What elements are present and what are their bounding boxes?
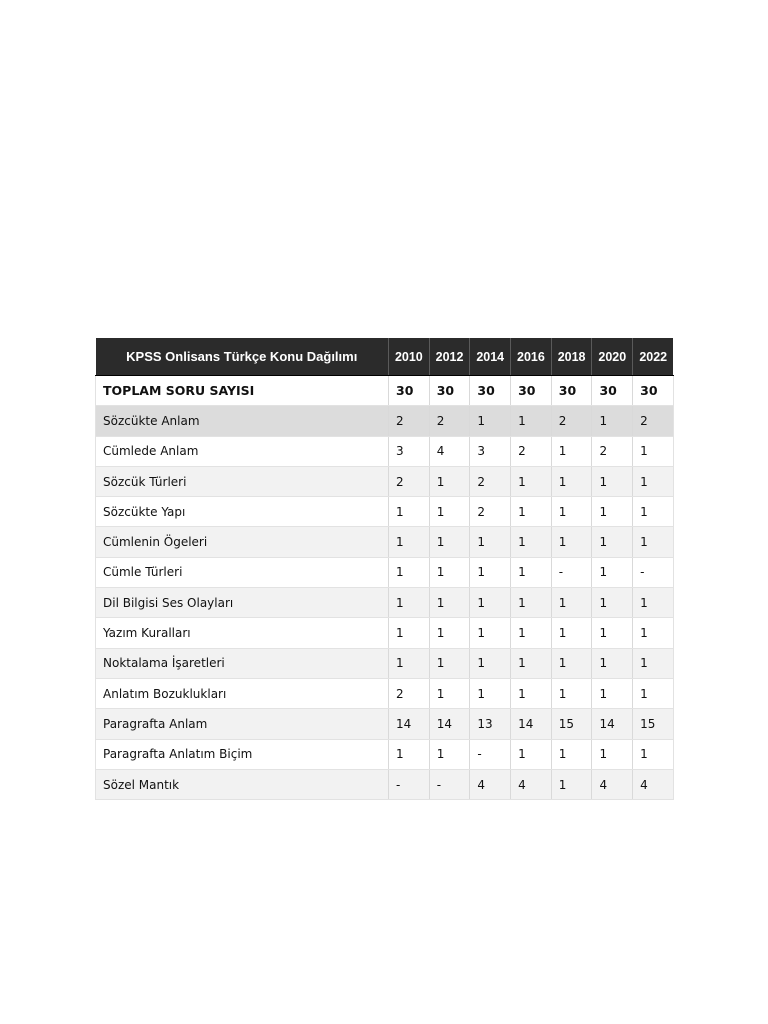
count-cell: 1 [389,648,430,678]
topic-cell: Sözcükte Anlam [96,406,389,436]
count-cell: 1 [429,618,470,648]
count-cell: 1 [511,557,552,587]
table-row [96,648,674,678]
total-label: TOPLAM SORU SAYISI [96,376,389,406]
count-cell: 1 [592,406,633,436]
count-cell: 2 [389,678,430,708]
count-cell: 1 [389,497,430,527]
count-cell: - [389,769,430,799]
topic-cell: Paragrafta Anlam [96,709,389,739]
year-header: 2012 [429,338,470,376]
count-cell: 1 [633,466,674,496]
year-header: 2020 [592,338,633,376]
count-cell: 4 [470,769,511,799]
table-row [96,406,674,436]
count-cell: 1 [511,497,552,527]
count-cell: 1 [429,739,470,769]
table-row [96,436,674,466]
total-cell: 30 [389,376,430,406]
count-cell: 1 [592,648,633,678]
count-cell: 1 [633,739,674,769]
count-cell: 2 [389,466,430,496]
count-cell: 1 [551,739,592,769]
count-cell: 1 [592,466,633,496]
count-cell: 1 [551,588,592,618]
count-cell: 1 [511,466,552,496]
year-header: 2010 [389,338,430,376]
table-row [96,709,674,739]
count-cell: 1 [511,618,552,648]
count-cell: 1 [592,557,633,587]
topic-cell: Sözcükte Yapı [96,497,389,527]
total-cell: 30 [633,376,674,406]
topic-distribution-table [95,338,674,800]
count-cell: 1 [633,527,674,557]
count-cell: 1 [551,678,592,708]
count-cell: 1 [470,618,511,648]
topic-cell: Noktalama İşaretleri [96,648,389,678]
count-cell: 14 [389,709,430,739]
year-header: 2018 [551,338,592,376]
topic-cell: Cümlenin Ögeleri [96,527,389,557]
count-cell: 4 [429,436,470,466]
count-cell: 1 [389,527,430,557]
table-title: KPSS Onlisans Türkçe Konu Dağılımı [96,338,389,376]
total-cell: 30 [511,376,552,406]
table-row [96,678,674,708]
count-cell: 2 [470,497,511,527]
count-cell: 1 [429,648,470,678]
count-cell: 1 [551,527,592,557]
count-cell: 1 [389,739,430,769]
count-cell: - [551,557,592,587]
count-cell: 1 [633,648,674,678]
count-cell: 1 [429,497,470,527]
count-cell: - [470,739,511,769]
count-cell: 1 [633,588,674,618]
year-header: 2014 [470,338,511,376]
count-cell: 1 [592,588,633,618]
count-cell: 14 [429,709,470,739]
table-row [96,588,674,618]
count-cell: 1 [551,436,592,466]
count-cell: 1 [633,497,674,527]
count-cell: 1 [592,678,633,708]
topic-cell: Sözel Mantık [96,769,389,799]
count-cell: 1 [551,769,592,799]
count-cell: 1 [389,588,430,618]
table-row [96,527,674,557]
count-cell: 1 [592,618,633,648]
count-cell: 14 [511,709,552,739]
total-row [96,376,674,406]
count-cell: 1 [429,527,470,557]
total-cell: 30 [551,376,592,406]
count-cell: 1 [470,557,511,587]
topic-cell: Cümlede Anlam [96,436,389,466]
topic-cell: Anlatım Bozuklukları [96,678,389,708]
table-row [96,557,674,587]
count-cell: 1 [511,527,552,557]
count-cell: 14 [592,709,633,739]
topic-cell: Cümle Türleri [96,557,389,587]
year-header: 2022 [633,338,674,376]
count-cell: 1 [429,588,470,618]
count-cell: 1 [511,648,552,678]
count-cell: 2 [470,466,511,496]
table-row [96,497,674,527]
count-cell: 2 [592,436,633,466]
count-cell: 1 [389,557,430,587]
count-cell: 1 [429,557,470,587]
count-cell: 3 [389,436,430,466]
count-cell: 13 [470,709,511,739]
table-row [96,739,674,769]
table-row [96,618,674,648]
count-cell: 2 [429,406,470,436]
count-cell: 4 [633,769,674,799]
topic-cell: Yazım Kuralları [96,618,389,648]
count-cell: 1 [511,588,552,618]
count-cell: 1 [551,648,592,678]
count-cell: 2 [551,406,592,436]
count-cell: 1 [389,618,430,648]
count-cell: 2 [633,406,674,436]
count-cell: 1 [551,497,592,527]
table-header-row [96,338,674,376]
count-cell: - [633,557,674,587]
count-cell: 1 [551,618,592,648]
count-cell: 2 [389,406,430,436]
count-cell: 1 [551,466,592,496]
count-cell: 1 [470,588,511,618]
count-cell: 4 [511,769,552,799]
count-cell: 1 [511,406,552,436]
count-cell: 15 [551,709,592,739]
count-cell: 1 [511,739,552,769]
count-cell: 1 [592,497,633,527]
topic-cell: Sözcük Türleri [96,466,389,496]
count-cell: 1 [470,527,511,557]
count-cell: 1 [633,678,674,708]
count-cell: 1 [429,678,470,708]
count-cell: 1 [429,466,470,496]
count-cell: 1 [633,436,674,466]
count-cell: 4 [592,769,633,799]
count-cell: 1 [592,739,633,769]
table-row [96,769,674,799]
count-cell: 1 [470,406,511,436]
count-cell: 1 [511,678,552,708]
count-cell: 1 [470,678,511,708]
total-cell: 30 [429,376,470,406]
count-cell: 2 [511,436,552,466]
topic-cell: Dil Bilgisi Ses Olayları [96,588,389,618]
count-cell: 3 [470,436,511,466]
topic-cell: Paragrafta Anlatım Biçim [96,739,389,769]
total-cell: 30 [470,376,511,406]
count-cell: 1 [470,648,511,678]
total-cell: 30 [592,376,633,406]
count-cell: - [429,769,470,799]
count-cell: 15 [633,709,674,739]
table-body [96,376,674,800]
count-cell: 1 [633,618,674,648]
count-cell: 1 [592,527,633,557]
table-row [96,466,674,496]
year-header: 2016 [511,338,552,376]
